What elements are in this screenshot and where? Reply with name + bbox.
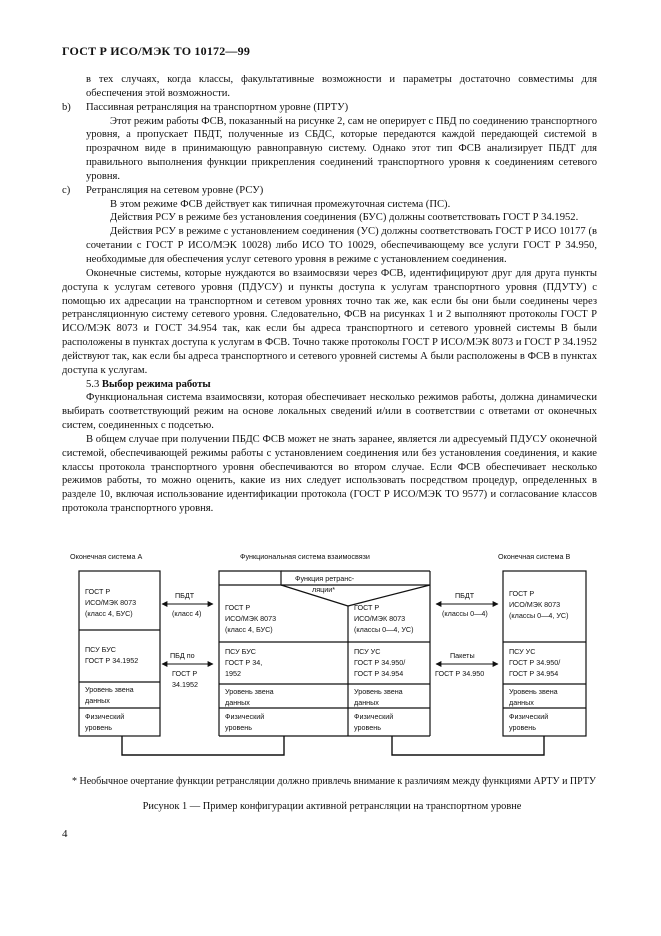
m2-network-label: ПСУ УС ГОСТ Р 34.950/ ГОСТ Р 34.954 (354, 647, 406, 678)
paragraph-section-1: Функциональная система взаимосвязи, которая обеспечивает несколько режимов работы, должна динамически выбирать соответствующий режим на основе локальных сведений и/или в соответствии с ответами от оконечных систем, соединенных с подсетью. (62, 392, 597, 432)
item-c-text-2: Действия РСУ в режиме без установления соединения (БУС) должны соответствовать ГОСТ Р 34.1952. (110, 212, 579, 224)
paragraph-section-2: В общем случае при получении ПБДС ФСВ может не знать заранее, является ли адресуемый ПДУСУ оконечной системой, обеспечивающей режимы работы с установлением соединения или без установления соединения, и какие классы протокола транспортного уровня обеспечиваются во втором случае. Если ФСВ обеспечивает несколько режимов работы, то можно оценить, какие из них следует использовать посредством процедур, определенных в разделе 10, включая использование идентификации протокола (ГОСТ Р ИСО/МЭК ТО 9577) и согласование классов протокола транспортного уровня. (62, 433, 597, 515)
packets-arrow-bottom: ГОСТ Р 34.950 (435, 669, 485, 678)
document-header: ГОСТ Р ИСО/МЭК ТО 10172—99 (62, 44, 251, 58)
pdu-arrow-left-bottom: ГОСТ Р 34.1952 (172, 669, 198, 689)
m1-link-label: Уровень звена данных (225, 687, 274, 707)
section-number: 5.3 (86, 378, 100, 390)
b-phys-label: Физический уровень (509, 712, 549, 732)
a-phys-label: Физический уровень (85, 712, 125, 732)
b-network-label: ПСУ УС ГОСТ Р 34.950/ ГОСТ Р 34.954 (509, 647, 561, 678)
item-c-marker: c) (62, 184, 71, 196)
tpdu-arrow-left-top: ПБДТ (175, 591, 195, 600)
title-end-system-a: Оконечная система А (70, 552, 143, 561)
page-number: 4 (62, 828, 68, 840)
a-link-label: Уровень звена данных (85, 685, 134, 705)
a-network-label: ПСУ БУС ГОСТ Р 34.1952 (85, 645, 139, 665)
m1-phys-label: Физический уровень (225, 712, 265, 732)
relay-function-label: Функция ретранс- ляции* (295, 574, 355, 594)
physical-link-b (392, 736, 544, 755)
section-title: Выбор режима работы (101, 378, 211, 390)
item-c-text-3: Действия РСУ в режиме с установлением соединения (УС) должны соответствовать ГОСТ Р ИСО 10177 (в сочетании с ГОСТ Р ИСО/МЭК 10028) либо ИСО ТО 10029, обеспечивающему все услуги ГОСТ Р 34.950, необходимые для обеспечения услуг сетевого уровня в режиме с установлением соединения. (86, 226, 597, 265)
pdu-arrow-left-top: ПБД по (170, 651, 195, 660)
body-text (62, 73, 597, 516)
item-c-title: Ретрансляция на сетевом уровне (РСУ) (86, 184, 264, 196)
m2-link-label: Уровень звена данных (354, 687, 403, 707)
packets-arrow-top: Пакеты (450, 651, 475, 660)
item-b-text: Этот режим работы ФСВ, показанный на рисунке 2, сам не оперирует с ПБД по соединению транспортного уровня, а пропускает ПБДТ, полученные из СБДС, которые передаются каждой передающей системой в прозрачном виде в принимающую равноправную систему. Однако этот тип ФСВ анализирует ПБДТ для правильного выполнения функции прикрепления соединений транспортного уровня к соединениям сетевого уровня. (86, 115, 597, 182)
item-b-marker: b) (62, 101, 71, 113)
b-transport-label: ГОСТ Р ИСО/МЭК 8073 (классы 0—4, УС) (509, 589, 569, 620)
item-c-text-1: В этом режиме ФСВ действует как типичная промежуточная система (ПС). (110, 198, 451, 210)
paragraph-end-systems: Оконечные системы, которые нуждаются во взаимосвязи через ФСВ, идентифицируют друг для друга пункты доступа к услугам сетевого уровня (ПДУСУ) и пункты доступа к услугам транспортного уровня (ПДУТУ) с помощью их адресации на транспортном и сетевом уровнях точно так же, как если бы они были соединены через ретрансляционную систему сетевого уровня. Следовательно, ФСВ на рисунках 1 и 2 выполняют протоколы ГОСТ Р ИСО/МЭК 8073 и ГОСТ 34.954 так, как если бы адреса транспортного и сетевого уровней системы В были расположены в пунктах доступа к услугам в ФСВ. Точно также протоколы ГОСТ Р ИСО/МЭК 8073 и ГОСТ Р 34.1952 действуют так, как если бы адреса транспортного и сетевого уровней системы А были расположены в ФСВ в пунктах доступа к услугам. (62, 267, 597, 376)
tpdu-arrow-right-top: ПБДТ (455, 591, 475, 600)
item-c-heading (62, 184, 597, 198)
paragraph-continuation: в тех случаях, когда классы, факультативные возможности и параметры достаточно совместимы для обеспечения этой возможности. (86, 74, 597, 99)
m2-transport-label: ГОСТ Р ИСО/МЭК 8073 (классы 0—4, УС) (354, 603, 414, 634)
tpdu-arrow-left-bottom: (класс 4) (172, 609, 202, 618)
footnote-text: * Необычное очертание функции ретрансляции должно привлечь внимание к различиям между функциями АРТУ и ПРТУ (72, 776, 597, 787)
section-heading (62, 378, 597, 392)
item-b-heading (62, 101, 597, 115)
relay-configuration-diagram (62, 548, 602, 763)
footnote (62, 776, 602, 788)
m1-transport-label: ГОСТ Р ИСО/МЭК 8073 (класс 4, БУС) (225, 603, 277, 634)
a-transport-label: ГОСТ Р ИСО/МЭК 8073 (класс 4, БУС) (85, 587, 137, 618)
item-b-title: Пассивная ретрансляция на транспортном уровне (ПРТУ) (86, 101, 349, 113)
figure-caption: Рисунок 1 — Пример конфигурации активной ретрансляции на транспортном уровне (142, 801, 522, 812)
diagram-svg (62, 548, 602, 763)
m2-phys-label: Физический уровень (354, 712, 394, 732)
m1-network-label: ПСУ БУС ГОСТ Р 34, 1952 (225, 647, 263, 678)
title-interworking-system: Функциональная система взаимосвязи (240, 552, 370, 561)
title-end-system-b: Оконечная система В (498, 552, 571, 561)
b-link-label: Уровень звена данных (509, 687, 558, 707)
physical-link-a (122, 736, 284, 755)
tpdu-arrow-right-bottom: (классы 0—4) (442, 609, 488, 618)
